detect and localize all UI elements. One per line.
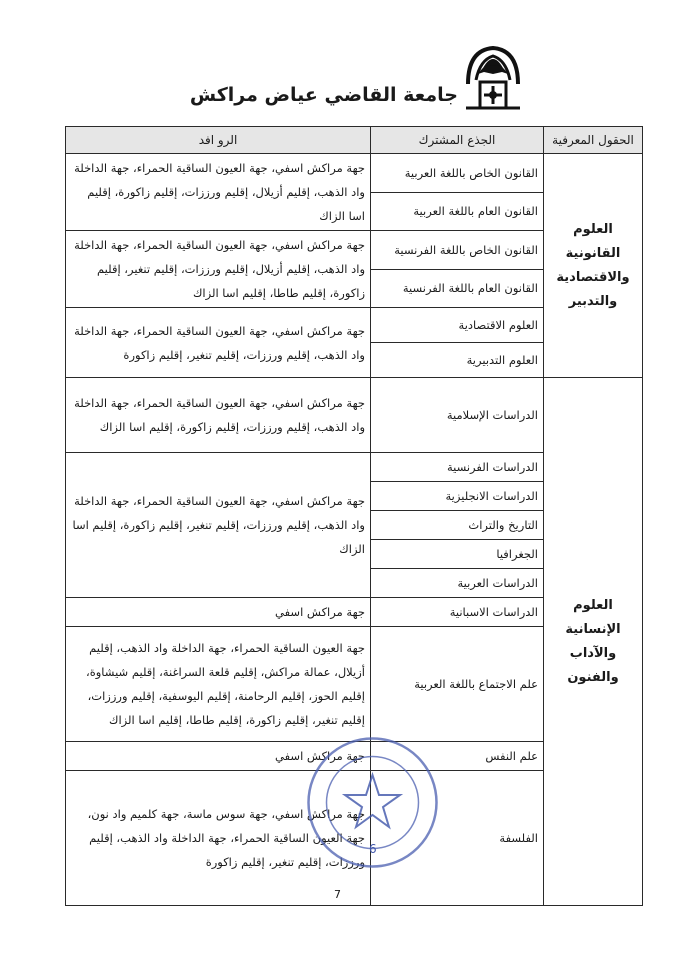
core-cell: العلوم الاقتصادية	[371, 308, 544, 343]
university-title: جامعة القاضي عياض مراكش	[189, 84, 458, 106]
table-row	[66, 378, 643, 453]
core-cell: الجغرافيا	[371, 540, 544, 569]
sources-cell: جهة مراكش اسفي، جهة العيون الساقية الحمراء، جهة الداخلة واد الذهب، إقليم ورززات، إقليم تنغير، إقليم زاكورة	[66, 308, 371, 378]
university-palm-logo-icon	[462, 44, 524, 112]
table-header-row	[66, 127, 643, 154]
field-cell: العلوم الإنسانية والآداب والفنون	[544, 378, 643, 906]
sources-cell: جهة مراكش اسفي	[66, 598, 371, 627]
core-cell: علم النفس	[371, 742, 544, 771]
core-cell: الدراسات الانجليزية	[371, 482, 544, 511]
core-cell: القانون العام باللغة الفرنسية	[371, 269, 544, 308]
core-cell: علم الاجتماع باللغة العربية	[371, 627, 544, 742]
core-cell: القانون الخاص باللغة الفرنسية	[371, 231, 544, 270]
page-number: 7	[334, 888, 341, 901]
stamp-number: 6	[369, 842, 377, 856]
admission-table	[65, 126, 643, 906]
core-cell: القانون العام باللغة العربية	[371, 192, 544, 231]
page-header	[0, 38, 678, 118]
sources-cell: جهة مراكش اسفي، جهة العيون الساقية الحمراء، جهة الداخلة واد الذهب، إقليم أزيلال، إقليم ورززات، إقليم تنغير، إقليم زاكورة، إقليم طاطا، إقليم اسا الزاك	[66, 231, 371, 308]
core-cell: الدراسات العربية	[371, 569, 544, 598]
core-cell: الدراسات الاسبانية	[371, 598, 544, 627]
header-field: الحقول المعرفية	[544, 127, 643, 154]
sources-cell: جهة مراكش اسفي، جهة سوس ماسة، جهة كلميم واد نون، جهة العيون الساقية الحمراء، جهة الداخلة واد الذهب، إقليم ورززات، إقليم تنغير، إقليم زاكورة	[66, 771, 371, 906]
sources-cell: جهة مراكش اسفي، جهة العيون الساقية الحمراء، جهة الداخلة واد الذهب، إقليم ورززات، إقليم زاكورة، إقليم اسا الزاك	[66, 378, 371, 453]
core-cell: العلوم التدبيرية	[371, 343, 544, 378]
header-core: الجذع المشترك	[371, 127, 544, 154]
sources-cell: جهة مراكش اسفي، جهة العيون الساقية الحمراء، جهة الداخلة واد الذهب، إقليم ورززات، إقليم تنغير، إقليم زاكورة، إقليم اسا الزاك	[66, 453, 371, 598]
core-cell: الفلسفة	[371, 771, 544, 906]
core-cell: القانون الخاص باللغة العربية	[371, 154, 544, 193]
sources-cell: جهة العيون الساقية الحمراء، جهة الداخلة واد الذهب، إقليم أزيلال، عمالة مراكش، إقليم قلعة السراغنة، إقليم شيشاوة، إقليم الحوز، إقليم الرحامنة، إقليم اليوسفية، إقليم ورززات، إقليم تنغير، إقليم زاكورة، إقليم طاطا، إقليم اسا الزاك	[66, 627, 371, 742]
table-row	[66, 154, 643, 193]
header-sources: الرو افد	[66, 127, 371, 154]
core-cell: الدراسات الإسلامية	[371, 378, 544, 453]
core-cell: الدراسات الفرنسية	[371, 453, 544, 482]
field-cell: العلوم القانونية والاقتصادية والتدبير	[544, 154, 643, 378]
sources-cell: جهة مراكش اسفي، جهة العيون الساقية الحمراء، جهة الداخلة واد الذهب، إقليم أزيلال، إقليم ورززات، إقليم زاكورة، إقليم اسا الزاك	[66, 154, 371, 231]
sources-cell: جهة مراكش اسفي	[66, 742, 371, 771]
core-cell: التاريخ والتراث	[371, 511, 544, 540]
